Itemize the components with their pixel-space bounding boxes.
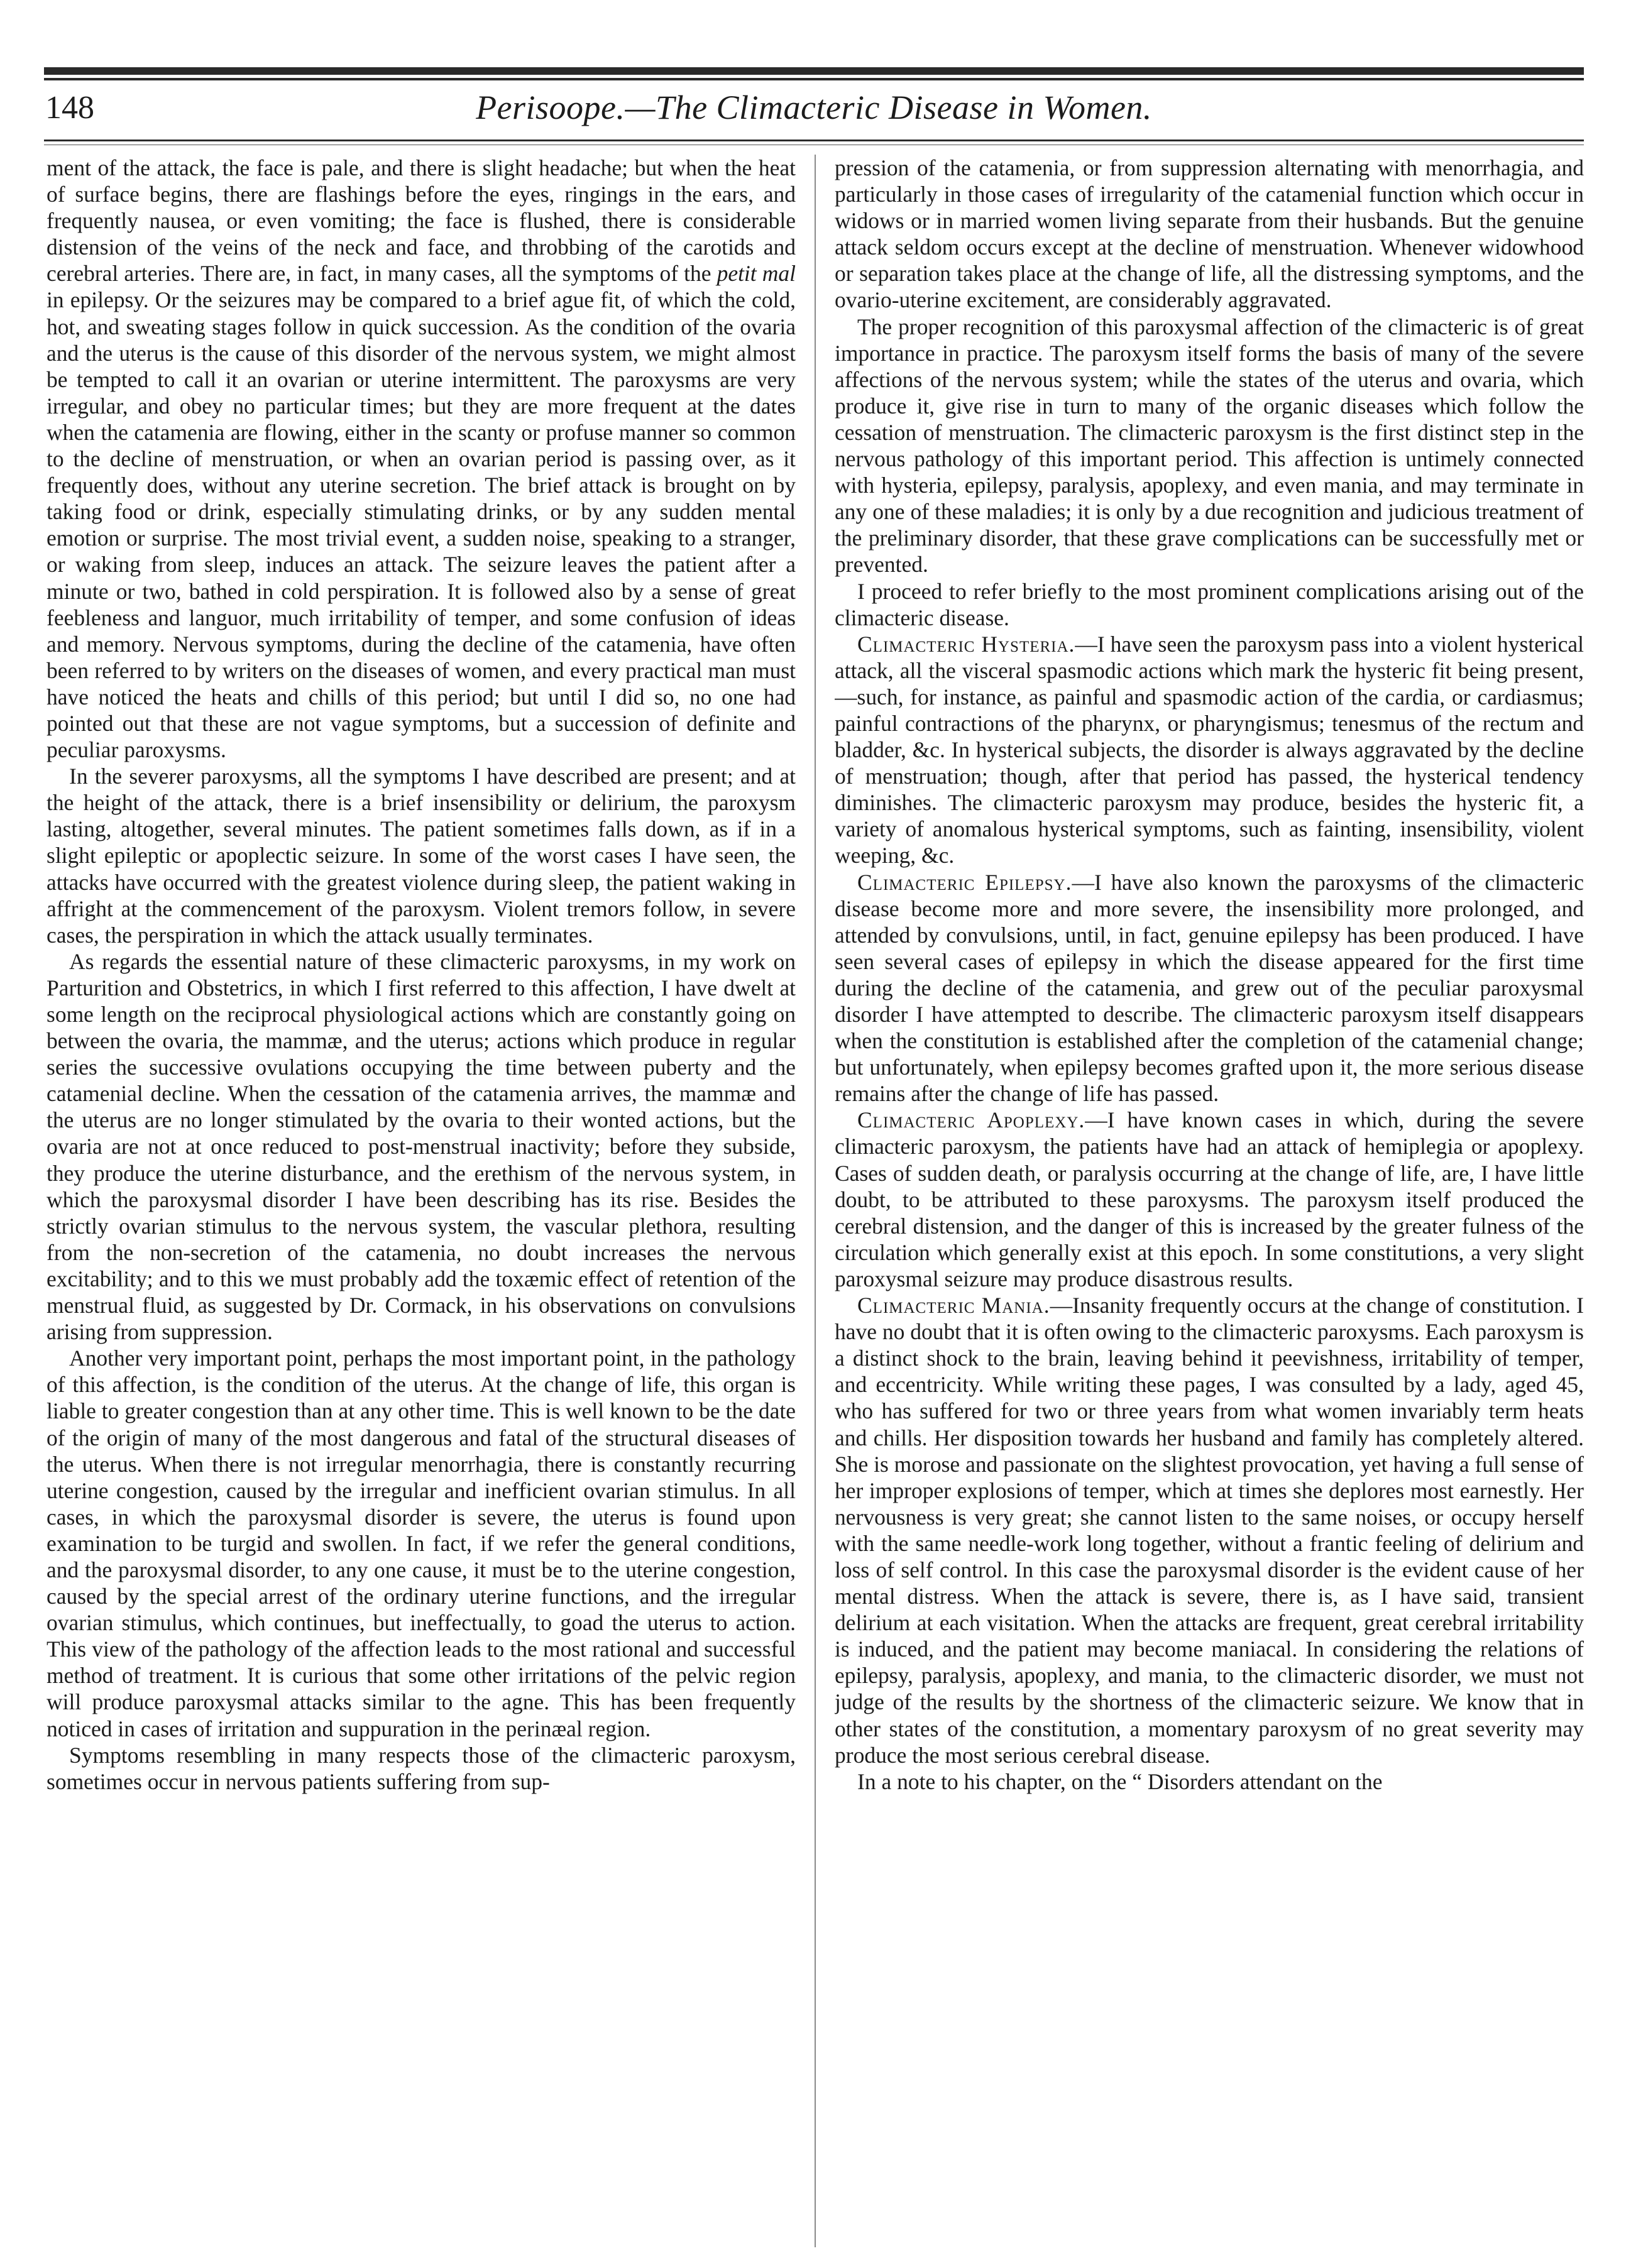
- section-epilepsy: [835, 869, 1584, 1107]
- section-heading: Climacteric Mania.: [857, 1293, 1050, 1318]
- right-column: [835, 155, 1584, 2250]
- left-column: [47, 155, 796, 2250]
- paragraph: Another very important point, perhaps the most important point, in the pathology of this affection, is the condition of the uterus. At the change of life, this organ is liable to greater congestion than at any other time. This is well known to be the date of the origin of many of the most dangerous and fatal of the structural diseases of the uterus. When there is not irregular menorrhagia, there is constantly recurring uterine congestion, caused by the irregular and inefficient ovarian stimulus. In all cases, in which the paroxysmal disorder is severe, the uterus is found upon examination to be turgid and swollen. In fact, if we refer the general conditions, and the paroxysmal disorder, to any one cause, it must be to the uterine congestion, caused by the special arrest of the ordinary uterine functions, and the irregular ovarian stimulus, which continues, but ineffectually, to goad the uterus to action. This view of the pathology of the affection leads to the most rational and successful method of treatment. It is curious that some other irritations of the pelvic region will produce paroxysmal attacks similar to the agne. This has been frequently noticed in cases of irritation and suppuration in the perinæal region.: [47, 1345, 796, 1741]
- paragraph-text: —I have seen the paroxysm pass into a violent hysterical attack, all the visceral spasmodic actions which mark the hysteric fit being present,—such, for instance, as painful and spasmodic action of the cardia, or cardiasmus; painful contractions of the pharynx, or pharyngismus; tenesmus of the rectum and bladder, &c. In hysterical subjects, the disorder is always aggravated by the decline of menstruation; though, after that period has passed, the hysterical tendency diminishes. The climacteric paroxysm may produce, besides the hysteric fit, a variety of anomalous hysterical symptoms, such as fainting, insensibility, violent weeping, &c.: [835, 631, 1584, 868]
- paragraph: In the severer paroxysms, all the symptoms I have described are present; and at the height of the attack, there is a brief insensibility or delirium, the paroxysm lasting, altogether, several minutes. The patient sometimes falls down, as if in a slight epileptic or apoplectic seizure. In some of the worst cases I have seen, the attacks have occurred with the greatest violence during sleep, the patient waking in affright at the commencement of the paroxysm. Violent tremors follow, in severe cases, the perspiration in which the attack usually terminates.: [47, 764, 796, 948]
- top-double-rule-thin: [44, 78, 1584, 80]
- page-number: 148: [45, 90, 94, 126]
- section-heading: Climacteric Epilepsy.: [857, 869, 1072, 895]
- paragraph-text: ment of the attack, the face is pale, and there is slight headache; but when the heat of surface begins, there are flashings before the eyes, ringings in the ears, and frequently nausea, or even vomiting; the face is flushed, there is considerable distension of the veins of the neck and face, and throbbing of the carotids and cerebral arteries. There are, in fact, in many cases, all the symptoms of the: [47, 155, 796, 287]
- section-hysteria: [835, 631, 1584, 869]
- paragraph-text: —I have also known the paroxysms of the climacteric disease become more and more severe, the insensibility more prolonged, and attended by convulsions, until, in fact, genuine epilepsy has been produced. I have seen several cases of epilepsy in which the disease appeared for the first time during the decline of the catamenia, and grew out of the peculiar paroxysmal disorder I have attempted to describe. The climacteric paroxysm itself disappears when the constitution is established after the completion of the catamenial change; but unfortunately, when epilepsy becomes grafted upon it, the more serious disease remains after the change of life has passed.: [835, 869, 1584, 1107]
- header-rule: [44, 140, 1584, 141]
- paragraph: As regards the essential nature of these climacteric paroxysms, in my work on Parturition and Obstetrics, in which I first referred to this affection, I have dwelt at some length on the reciprocal physiological actions which are constantly going on between the ovaria, the mammæ, and the uterus; actions which produce in regular series the successive ovulations occupying the time between puberty and the catamenial decline. When the cessation of the catamenia arrives, the mammæ and the uterus are no longer stimulated by the ovaria to their wonted actions, but the ovaria are not at once reduced to post-menstrual inactivity; before they subside, they produce the uterine disturbance, and the erethism of the nervous system, in which the paroxysmal disorder I have been describing has its rise. Besides the strictly ovarian stimulus to the nervous system, the vascular plethora, resulting from the non-secretion of the catamenia, no doubt increases the nervous excitability; and to this we must probably add the toxæmic effect of retention of the menstrual fluid, as suggested by Dr. Cormack, in his observations on convulsions arising from suppression.: [47, 948, 796, 1345]
- running-title: Perisoope.—The Climacteric Disease in Women.: [476, 89, 1152, 126]
- paragraph-text: in epilepsy. Or the seizures may be compared to a brief ague fit, of which the cold, hot, and sweating stages follow in quick succession. As the condition of the ovaria and the uterus is the cause of this disorder of the nervous system, we might almost be tempted to call it an ovarian or uterine intermittent. The paroxysms are very irregular, and obey no particular times; but they are more frequent at the dates when the catamenia are flowing, either in the scanty or profuse manner so common to the decline of menstruation, or when an ovarian period is passing over, as it frequently does, without any uterine secretion. The brief attack is brought on by taking food or drink, especially stimulating drinks, or by any sudden mental emotion or surprise. The most trivial event, a sudden noise, speaking to a stranger, or waking from sleep, induces an attack. The seizure leaves the patient after a minute or two, bathed in cold perspiration. It is followed also by a sense of great feebleness and languor, much irritability of temper, and some confusion of ideas and memory. Nervous symptoms, during the decline of the catamenia, have often been referred to by writers on the diseases of women, and every practical man must have noticed the heats and chills of this period; but until I did so, no one had pointed out that these are not vague symptoms, but a succession of definite and peculiar paroxysms.: [47, 287, 796, 763]
- paragraph: I proceed to refer briefly to the most prominent complications arising out of the climacteric disease.: [835, 578, 1584, 630]
- italic-term: petit mal: [717, 261, 796, 287]
- section-mania: [835, 1292, 1584, 1768]
- section-apoplexy: [835, 1107, 1584, 1292]
- paragraph: Symptoms resembling in many respects those of the climacteric paroxysm, sometimes occur in nervous patients suffering from sup-: [47, 1742, 796, 1794]
- top-double-rule: [44, 67, 1584, 75]
- paragraph: [47, 155, 796, 763]
- paragraph: pression of the catamenia, or from suppression alternating with menorrhagia, and particularly in those cases of irregularity of the catamenial function which occur in widows or in married women living separate from their husbands. But the genuine attack seldom occurs except at the decline of menstruation. Whenever widowhood or separation takes place at the change of life, all the distressing symptoms, and the ovario-uterine excitement, are considerably aggravated.: [835, 155, 1584, 313]
- section-heading: Climacteric Apoplexy.: [857, 1107, 1085, 1133]
- column-divider: [815, 155, 816, 2247]
- page-header: [44, 87, 1584, 137]
- paragraph-text: —I have known cases in which, during the severe climacteric paroxysm, the patients have had an attack of hemiplegia or apoplexy. Cases of sudden death, or paralysis occurring at the change of life, are, I have little doubt, to be attributed to these paroxysms. The paroxysm itself produced the cerebral distension, and the danger of this is increased by the greater fulness of the circulation which generally exist at this epoch. In some constitutions, a very slight paroxysmal seizure may produce disastrous results.: [835, 1107, 1584, 1291]
- paragraph: The proper recognition of this paroxysmal affection of the climacteric is of great importance in practice. The paroxysm itself forms the basis of many of the severe affections of the nervous system; while the states of the uterus and ovaria, which produce it, give rise in turn to many of the organic diseases which follow the cessation of menstruation. The climacteric paroxysm is the first distinct step in the nervous pathology of this important period. This affection is untimely connected with hysteria, epilepsy, paralysis, apoplexy, and even mania, and may terminate in any one of these maladies; it is only by a due recognition and judicious treatment of the preliminary disorder, that these grave complications can be successfully met or prevented.: [835, 314, 1584, 578]
- section-heading: Climacteric Hysteria.: [857, 631, 1075, 657]
- paragraph: In a note to his chapter, on the “ Disorders attendant on the: [857, 1768, 1383, 1794]
- paragraph-text: —Insanity frequently occurs at the change of constitution. I have no doubt that it is often owing to the climacteric paroxysms. Each paroxysm is a distinct shock to the brain, leaving behind it peevishness, irritability of temper, and eccentricity. While writing these pages, I was consulted by a lady, aged 45, who has suffered for two or three years from what women invariably term heats and chills. Her disposition towards her husband and family has completely altered. She is morose and passionate on the slightest provocation, yet having a full sense of her improper explosions of temper, which at times she deplores most earnestly. Her nervousness is very great; she cannot listen to the same noises, or occupy herself with the same needle-work long together, without a frantic feeling of delirium and loss of self control. In this case the paroxysmal disorder is the evident cause of her mental distress. When the attack is severe, there is, as I have said, transient delirium at each visitation. When the attacks are frequent, great cerebral irritability is induced, and the patient may become maniacal. In considering the relations of epilepsy, paralysis, apoplexy, and mania, to the climacteric disorder, we must not judge of the results by the shortness of the climacteric seizure. We know that in other states of the constitution, a momentary paroxysm of no great severity may produce the most serious cerebral disease.: [835, 1293, 1584, 1768]
